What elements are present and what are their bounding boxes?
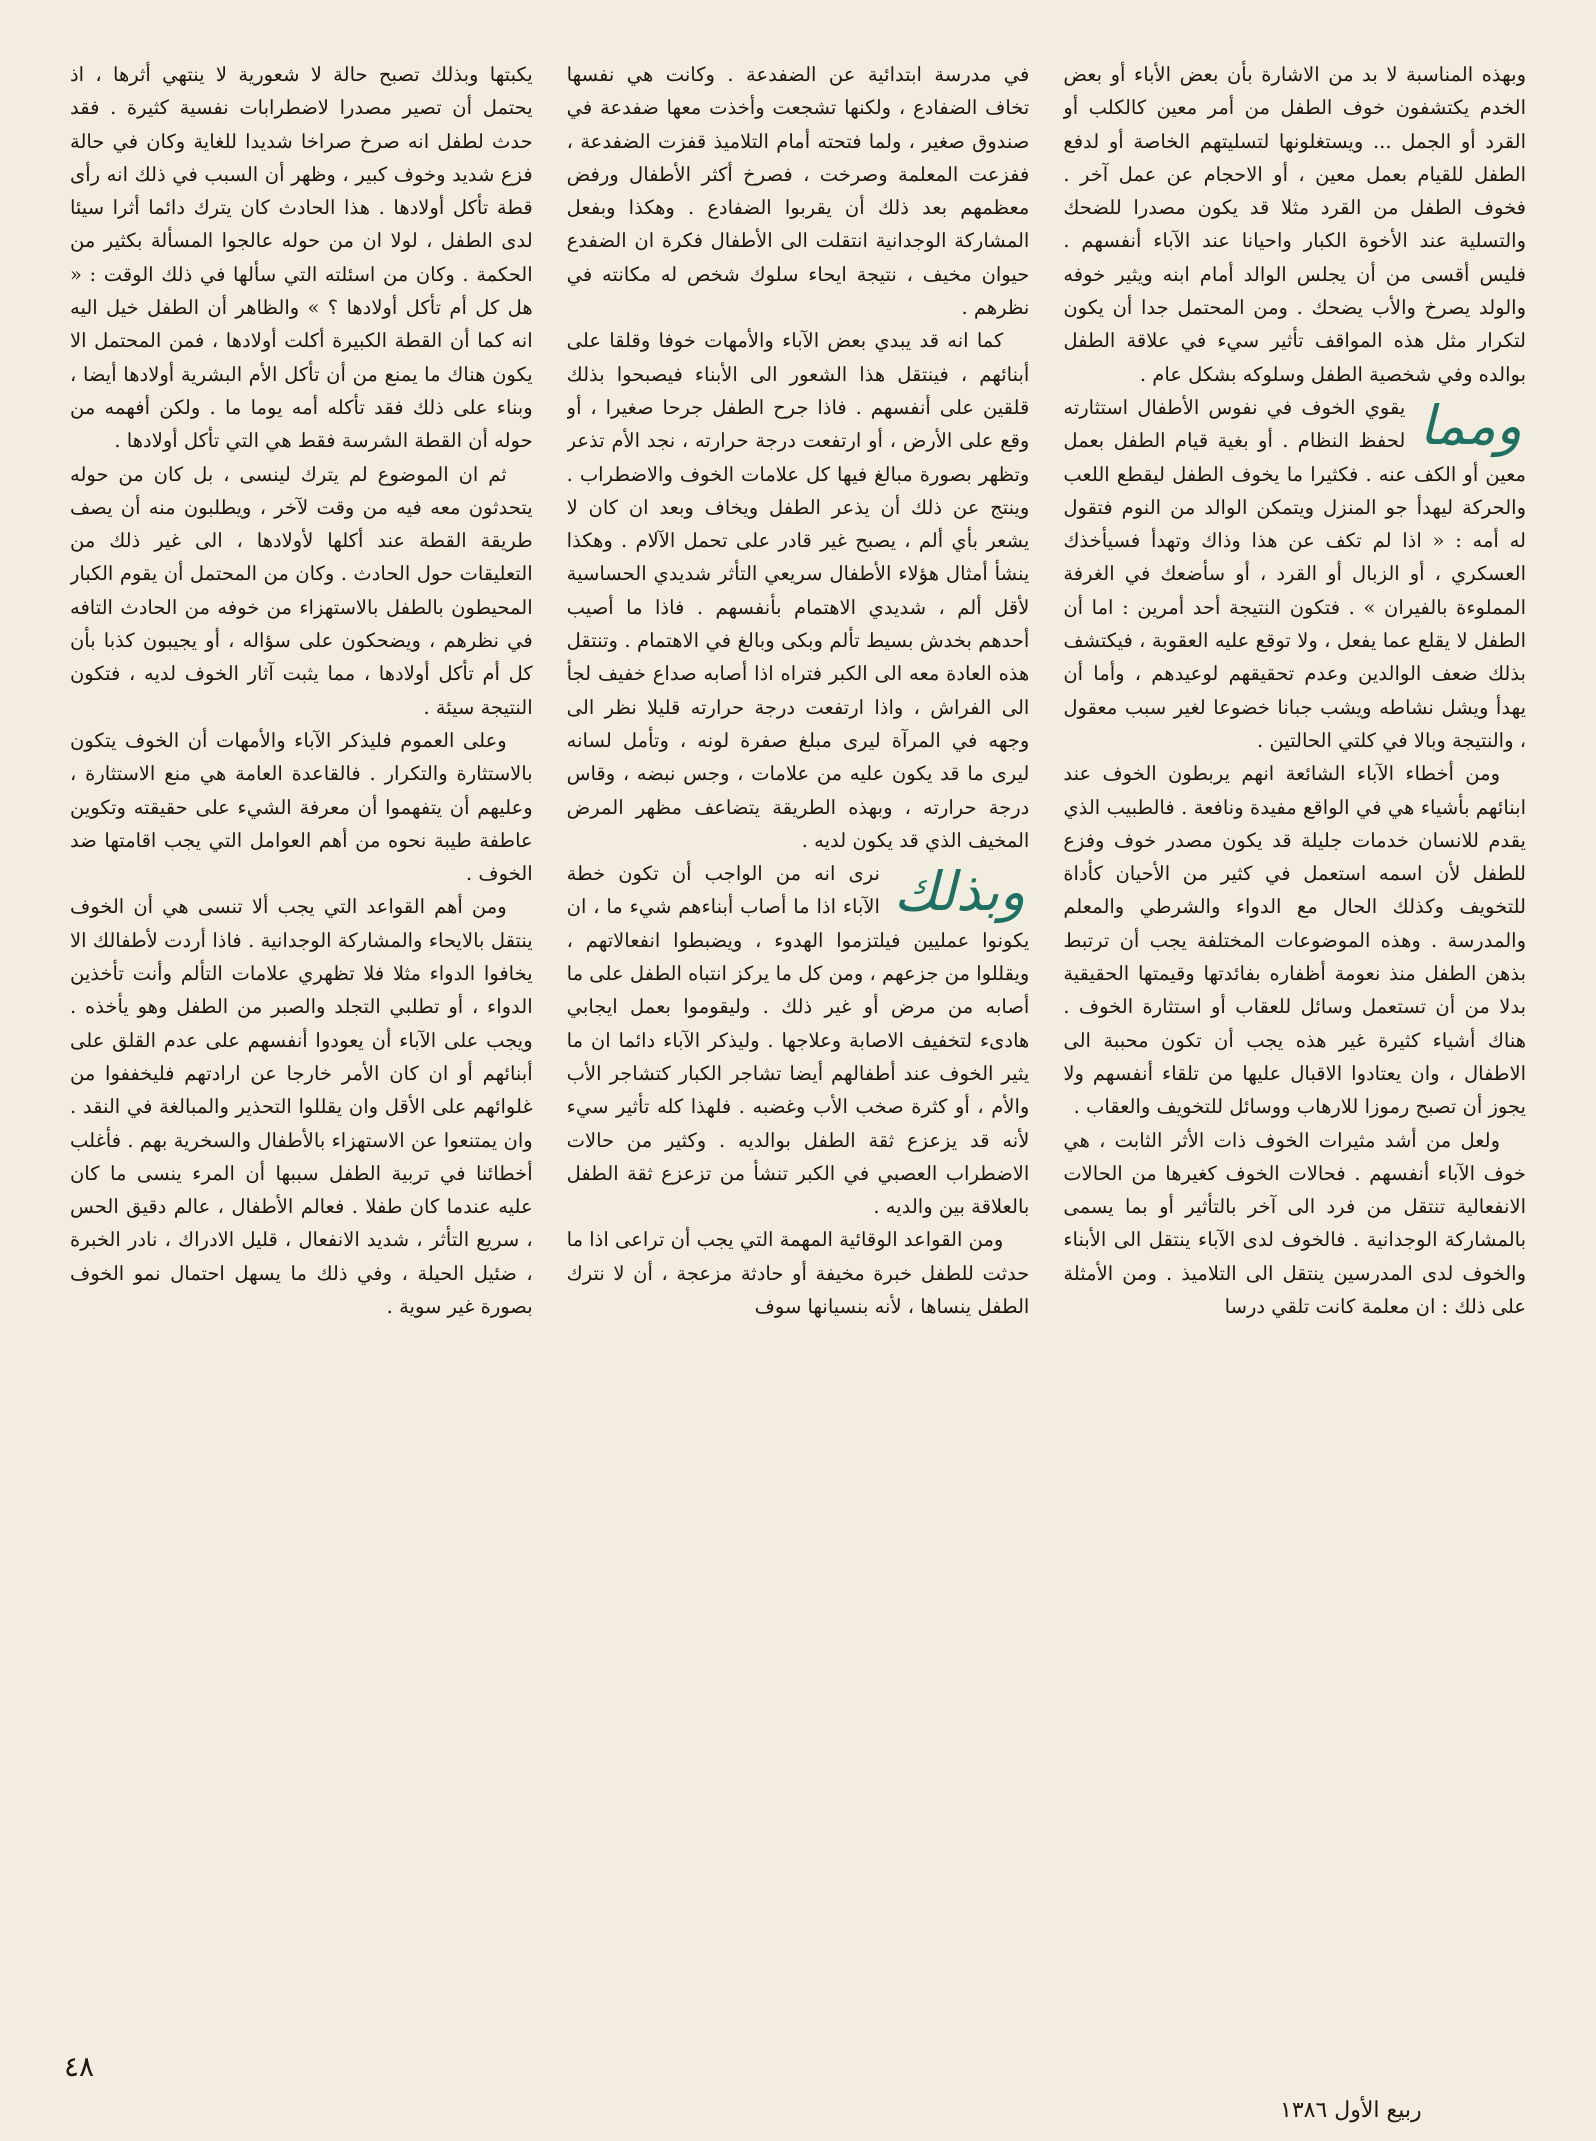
paragraph-text: نرى انه من الواجب أن تكون خطة الآباء اذا ما أصاب أبناءهم شيء ما ، ان يكونوا عمليين فيلتزموا الهدوء ، ويضبطوا انفعالاتهم ، ويقللوا من جزعهم ، ومن كل ما يركز انتباه الطفل على ما أصابه من مرض أو غير ذلك . وليقوموا بعمل ايجابي هادىء لتخفيف الاصابة وعلاجها . وليذكر الآباء دائما ان ما يثير الخوف عند أطفالهم أيضا تشاجر الكبار كتشاجر الأب والأم ، أو كثرة صخب الأب وغضبه . فلهذا كله تأثير سيء لأنه قد يزعزع ثقة الطفل بوالديه . وكثير من حالات الاضطراب العصبي في الكبر تنشأ من تزعزع ثقة الطفل بالعلاقة بين والديه .: [566, 862, 1030, 1219]
paragraph: [1063, 391, 1526, 757]
column-middle: [567, 58, 1030, 2018]
paragraph: وبهذه المناسبة لا بد من الاشارة بأن بعض الأباء أو بعض الخدم يكتشفون خوف الطفل من أمر معين كالكلب أو القرد أو الجمل ... ويستغلونها لتسليتهم الخاصة أو لدفع الطفل للقيام بعمل معين ، أو الاحجام عن عمل آخر . فخوف الطفل من القرد مثلا قد يكون مصدرا للضحك والتسلية عند الأخوة الكبار واحيانا عند الآباء أنفسهم . فليس أقسى من أن يجلس الوالد أمام ابنه ويثير خوفه والولد يصرخ والأب يضحك . ومن المحتمل جدا أن يكون لتكرار مثل هذه المواقف تأثير سيء في علاقة الطفل بوالده وفي شخصية الطفل وسلوكه بشكل عام .: [1063, 63, 1526, 386]
paragraph: ولعل من أشد مثيرات الخوف ذات الأثر الثابت ، هي خوف الآباء أنفسهم . فحالات الخوف كغيرها من الحالات الانفعالية تنتقل من فرد الى آخر بالتأثير أو بما يسمى بالمشاركة الوجدانية . فالخوف لدى الآباء ينتقل الى الأبناء والخوف لدى المدرسين ينتقل الى التلاميذ . ومن الأمثلة على ذلك : ان معلمة كانت تلقي درسا: [1063, 1128, 1526, 1318]
dropcap-ornament: وبذلك: [893, 860, 1026, 924]
paragraph: ومن القواعد الوقائية المهمة التي يجب أن تراعى اذا ما حدثت للطفل خبرة مخيفة أو حادثة مزعجة ، أن لا نترك الطفل ينساها ، لأنه بنسيانها سوف: [566, 1228, 1030, 1318]
article-columns: [70, 58, 1526, 2018]
paragraph: كما انه قد يبدي بعض الآباء والأمهات خوفا وقلقا على أبنائهم ، فينتقل هذا الشعور الى الأبناء فيصبحوا بذلك قلقين على أنفسهم . فاذا جرح الطفل جرحا صغيرا ، أو وقع على الأرض ، أو ارتفعت درجة حرارته ، نجد الأم تذعر وتظهر بصورة مبالغ فيها كل علامات الخوف والاضطراب . وينتج عن ذلك أن يذعر الطفل ويخاف وبعد ان كان لا يشعر بأي ألم ، يصبح غير قادر على تحمل الآلام . وهكذا ينشأ أمثال هؤلاء الأطفال سريعي التأثر شديدي الحساسية لأقل ألم ، شديدي الاهتمام بأنفسهم . فاذا ما أصيب أحدهم بخدش بسيط تألم وبكى وبالغ في الاهتمام . وتنتقل هذه العادة معه الى الكبر فتراه اذا أصابه صداع خفيف لجأ الى الفراش ، واذا ارتفعت درجة حرارته قليلا نظر الى وجهه في المرآة ليرى مبلغ صفرة لونه ، وتأمل لسانه ليرى ما قد يكون عليه من علامات ، وجس نبضه ، وقاس درجة حرارته ، وبهذه الطريقة يتضاعف مظهر المرض المخيف الذي قد يكون لديه .: [566, 329, 1030, 852]
column-left: [70, 58, 533, 2018]
paragraph: يكبتها وبذلك تصبح حالة لا شعورية لا ينتهي أثرها ، اذ يحتمل أن تصير مصدرا لاضطرابات نفسية كثيرة . فقد حدث لطفل انه صرخ صراخا شديدا للغاية وكان في حالة فزع شديد وخوف كبير ، وظهر أن السبب في ذلك انه رأى قطة تأكل أولادها . هذا الحادث كان يترك دائما أثرا سيئا لدى الطفل ، لولا ان من حوله عالجوا المسألة بكثير من الحكمة . وكان من اسئلته التي سألها في ذلك الوقت : « هل كل أم تأكل أولادها ؟ » والظاهر أن الطفل خيل اليه انه كما أن القطة الكبيرة أكلت أولادها ، فمن المحتمل الا يكون هناك ما يمنع من أن تأكل الأم البشرية أولادها أيضا ، وبناء على ذلك فقد تأكله أمه يوما ما . ولكن أفهمه من حوله أن القطة الشرسة فقط هي التي تأكل أولادها .: [69, 63, 533, 453]
paragraph: وعلى العموم فليذكر الآباء والأمهات أن الخوف يتكون بالاستثارة والتكرار . فالقاعدة العامة هي منع الاستثارة ، وعليهم أن يتفهموا أن معرفة الشيء على حقيقته وتكوين عاطفة طيبة نحوه من أهم العوامل التي يجب اقامتها ضد الخوف .: [69, 728, 533, 886]
page-number: ٤٨: [64, 2050, 95, 2083]
issue-date: ربيع الأول ١٣٨٦: [1280, 2098, 1422, 2123]
paragraph: ومن أخطاء الآباء الشائعة انهم يربطون الخوف عند ابنائهم بأشياء هي في الواقع مفيدة ونافعة . فالطبيب الذي يقدم للانسان خدمات جليلة قد يكون مصدر خوف وفزع للطفل لأن اسمه استعمل في كثير من الأحيان كأداة للتخويف وكذلك الحال مع الدواء والشرطي والمعلم والمدرسة . وهذه الموضوعات المختلفة يجب أن ترتبط بذهن الطفل منذ نعومة أظفاره بفائدتها وقيمتها الحقيقية بدلا من أن تستعمل وسائل للعقاب أو استثارة الخوف . هناك أشياء كثيرة غير هذه يجب أن تكون محببة الى الاطفال ، وان يعتادوا الاقبال عليها من تلقاء أنفسهم ولا يجوز أن تصبح رموزا للارهاب ووسائل للتخويف والعقاب .: [1063, 762, 1526, 1119]
paragraph: [567, 857, 1030, 1223]
dropcap-ornament: ومما: [1419, 393, 1522, 457]
paragraph: ثم ان الموضوع لم يترك لينسى ، بل كان من حوله يتحدثون معه فيه من وقت لآخر ، ويطلبون منه أن يصف طريقة القطة عند أكلها لأولادها ، الى غير ذلك من التعليقات حول الحادث . وكان من المحتمل أن يقوم الكبار المحيطون بالطفل بالاستهزاء من خوفه من الحادث التافه في نظرهم ، ويضحكون على سؤاله ، أو يجيبون كذبا بأن كل أم تأكل أولادها ، مما يثبت آثار الخوف لديه ، فتكون النتيجة سيئة .: [69, 462, 533, 719]
paragraph: في مدرسة ابتدائية عن الضفدعة . وكانت هي نفسها تخاف الضفادع ، ولكنها تشجعت وأخذت معها ضفدعة في صندوق صغير ، ولما فتحته أمام التلاميذ قفزت الضفدعة ، ففزعت المعلمة وصرخت ، فصرخ أكثر الأطفال ورفض معظمهم بعد ذلك أن يقربوا الضفادع . وهكذا وبفعل المشاركة الوجدانية انتقلت الى الأطفال فكرة ان الضفدع حيوان مخيف ، نتيجة ايحاء سلوك شخص له مكانته في نظرهم .: [566, 63, 1030, 320]
paragraph-text: يقوي الخوف في نفوس الأطفال استثارته لحفظ النظام . أو بغية قيام الطفل بعمل معين أو الكف عنه . فكثيرا ما يخوف الطفل ليقطع اللعب والحركة ليهدأ جو المنزل ويتمكن الوالد من النوم فتقول له أمه : « اذا لم تكف عن هذا وذاك وتهدأ فسيأخذك العسكري ، أو الزبال أو القرد ، أو سأضعك في الغرفة المملوءة بالفيران » . فتكون النتيجة أحد أمرين : اما أن الطفل لا يقلع عما يفعل ، ولا توقع عليه العقوبة ، فيكتشف بذلك ضعف الوالدين وعدم تحقيقهم لوعيدهم ، وأما أن يهدأ ويشل نشاطه ويشب جبانا خضوعا لغير سبب معقول ، والنتيجة وبالا في كلتي الحالتين .: [1063, 395, 1526, 752]
column-right: [1063, 58, 1526, 2018]
paragraph: ومن أهم القواعد التي يجب ألا تنسى هي أن الخوف ينتقل بالايحاء والمشاركة الوجدانية . فاذا أردت لأطفالك الا يخافوا الدواء مثلا فلا تظهري علامات التألم وأنت تأخذين الدواء ، أو تطلبي التجلد والصبر من الطفل وهو يأخذه . ويجب على الآباء أن يعودوا أنفسهم على عدم القلق على أبنائهم أو ان كان الأمر خارجا عن ارادتهم فليخففوا من غلوائهم على الأقل وان يقللوا التحذير والمبالغة في النقد . وان يمتنعوا عن الاستهزاء بالأطفال والسخرية بهم . فأغلب أخطائنا في تربية الطفل سببها أن المرء ينسى ما كان عليه عندما كان طفلا . فعالم الأطفال ، عالم دقيق الحس ، سريع التأثر ، شديد الانفعال ، قليل الادراك ، نادر الخبرة ، ضئيل الحيلة ، وفي ذلك ما يسهل احتمال نمو الخوف بصورة غير سوية .: [69, 895, 533, 1318]
